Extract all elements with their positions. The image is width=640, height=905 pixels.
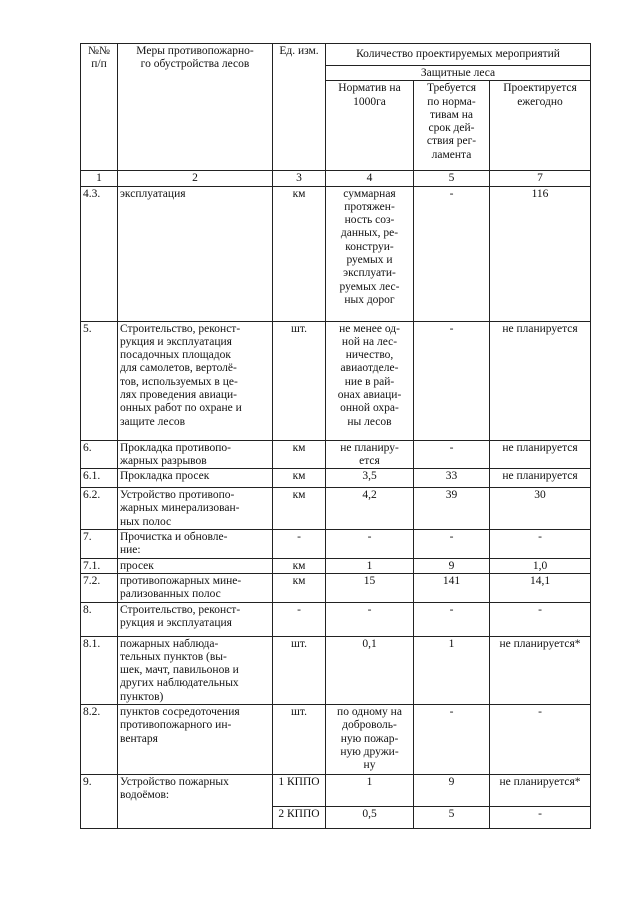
row-projected: не планируется* — [490, 775, 591, 807]
row-required: - — [414, 602, 490, 636]
row-unit: км — [273, 469, 326, 488]
row-number: 6.2. — [81, 488, 118, 530]
header-protective-forests: Защитные леса — [326, 66, 591, 81]
row-norm: не менее од- ной на лес- ничество, авиаотделе- ние в рай- онах авиаци- онной охра- ны лесов — [326, 321, 414, 440]
row-required: - — [414, 440, 490, 469]
row-required: 9 — [414, 558, 490, 573]
row-projected: - — [490, 807, 591, 829]
row-measure: Прокладка противопо- жарных разрывов — [118, 440, 273, 469]
row-projected: - — [490, 705, 591, 775]
row-projected: не планируется — [490, 321, 591, 440]
row-projected: 14,1 — [490, 573, 591, 602]
row-unit: км — [273, 558, 326, 573]
row-unit: - — [273, 530, 326, 559]
col-number: 3 — [273, 171, 326, 186]
row-norm: 1 — [326, 558, 414, 573]
col-number: 1 — [81, 171, 118, 186]
table-row — [81, 469, 591, 488]
row-number: 8.2. — [81, 705, 118, 775]
row-measure: пожарных наблюда- тельных пунктов (вы- шек, мачт, павильонов и других наблюдательных пунктов) — [118, 636, 273, 704]
header-unit: Ед. изм. — [273, 44, 326, 171]
col-number: 5 — [414, 171, 490, 186]
row-required: 5 — [414, 807, 490, 829]
header-norm: Норматив на 1000га — [326, 81, 414, 171]
row-projected: 116 — [490, 186, 591, 321]
row-unit: 1 КППО — [273, 775, 326, 807]
table-row — [81, 488, 591, 530]
row-number: 7.2. — [81, 573, 118, 602]
row-required: 1 — [414, 636, 490, 704]
row-number: 9. — [81, 775, 118, 829]
row-projected: 1,0 — [490, 558, 591, 573]
row-measure: Прочистка и обновле- ние: — [118, 530, 273, 559]
row-measure: Строительство, реконст- рукция и эксплуатация — [118, 602, 273, 636]
row-norm: 3,5 — [326, 469, 414, 488]
row-projected: - — [490, 530, 591, 559]
row-required: 33 — [414, 469, 490, 488]
row-norm: 0,5 — [326, 807, 414, 829]
row-norm: по одному на доброволь- ную пожар- ную дружи- ну — [326, 705, 414, 775]
fire-measures-table — [80, 43, 591, 829]
table-row — [81, 321, 591, 440]
row-required: - — [414, 186, 490, 321]
row-norm: - — [326, 530, 414, 559]
row-unit: 2 КППО — [273, 807, 326, 829]
table-row — [81, 573, 591, 602]
row-measure: эксплуатация — [118, 186, 273, 321]
row-unit: шт. — [273, 705, 326, 775]
row-measure: противопожарных мине- рализованных полос — [118, 573, 273, 602]
row-norm: 1 — [326, 775, 414, 807]
row-number: 8.1. — [81, 636, 118, 704]
row-norm: - — [326, 602, 414, 636]
table-row — [81, 602, 591, 636]
header-required: Требуется по норма- тивам на срок дей- ствия рег- ламента — [414, 81, 490, 171]
header-num: №№ п/п — [81, 44, 118, 171]
table-row — [81, 705, 591, 775]
row-number: 7.1. — [81, 558, 118, 573]
row-measure: Прокладка просек — [118, 469, 273, 488]
row-number: 8. — [81, 602, 118, 636]
table-row — [81, 558, 591, 573]
row-number: 6.1. — [81, 469, 118, 488]
row-norm: 4,2 — [326, 488, 414, 530]
row-unit: шт. — [273, 321, 326, 440]
row-required: 39 — [414, 488, 490, 530]
table-row — [81, 636, 591, 704]
row-projected: не планируется — [490, 469, 591, 488]
row-number: 5. — [81, 321, 118, 440]
col-number: 4 — [326, 171, 414, 186]
column-number-row — [81, 171, 591, 186]
header-projected: Проектируется ежегодно — [490, 81, 591, 171]
row-required: 141 — [414, 573, 490, 602]
row-norm: не планиру- ется — [326, 440, 414, 469]
header-measures: Меры противопожарно- го обустройства лесов — [118, 44, 273, 171]
row-measure: Устройство пожарных водоёмов: — [118, 775, 273, 829]
row-norm: 0,1 — [326, 636, 414, 704]
table-row — [81, 440, 591, 469]
row-number: 6. — [81, 440, 118, 469]
row-unit: км — [273, 440, 326, 469]
row-number: 7. — [81, 530, 118, 559]
table-row — [81, 186, 591, 321]
row-measure: Устройство противопо- жарных минерализован- ных полос — [118, 488, 273, 530]
row-measure: Строительство, реконст- рукция и эксплуатация посадочных площадок для самолетов, вертолё- тов, используемых в це- лях проведения авиаци- онных работ по охране и защите лесов — [118, 321, 273, 440]
row-measure: пунктов сосредоточения противопожарного ин- вентаря — [118, 705, 273, 775]
row-norm: 15 — [326, 573, 414, 602]
col-number: 7 — [490, 171, 591, 186]
row-norm: суммарная протяжен- ность соз- данных, ре- конструи- руемых и эксплуати- руемых лес- ных дорог — [326, 186, 414, 321]
table-row — [81, 530, 591, 559]
row-unit: км — [273, 186, 326, 321]
table-row — [81, 775, 591, 807]
row-required: - — [414, 705, 490, 775]
row-unit: км — [273, 488, 326, 530]
row-projected: - — [490, 602, 591, 636]
row-required: 9 — [414, 775, 490, 807]
row-projected: не планируется* — [490, 636, 591, 704]
row-number: 4.3. — [81, 186, 118, 321]
header-quantity: Количество проектируемых мероприятий — [326, 44, 591, 66]
row-required: - — [414, 321, 490, 440]
row-unit: км — [273, 573, 326, 602]
row-unit: - — [273, 602, 326, 636]
col-number: 2 — [118, 171, 273, 186]
row-projected: не планируется — [490, 440, 591, 469]
row-required: - — [414, 530, 490, 559]
row-projected: 30 — [490, 488, 591, 530]
row-measure: просек — [118, 558, 273, 573]
row-unit: шт. — [273, 636, 326, 704]
